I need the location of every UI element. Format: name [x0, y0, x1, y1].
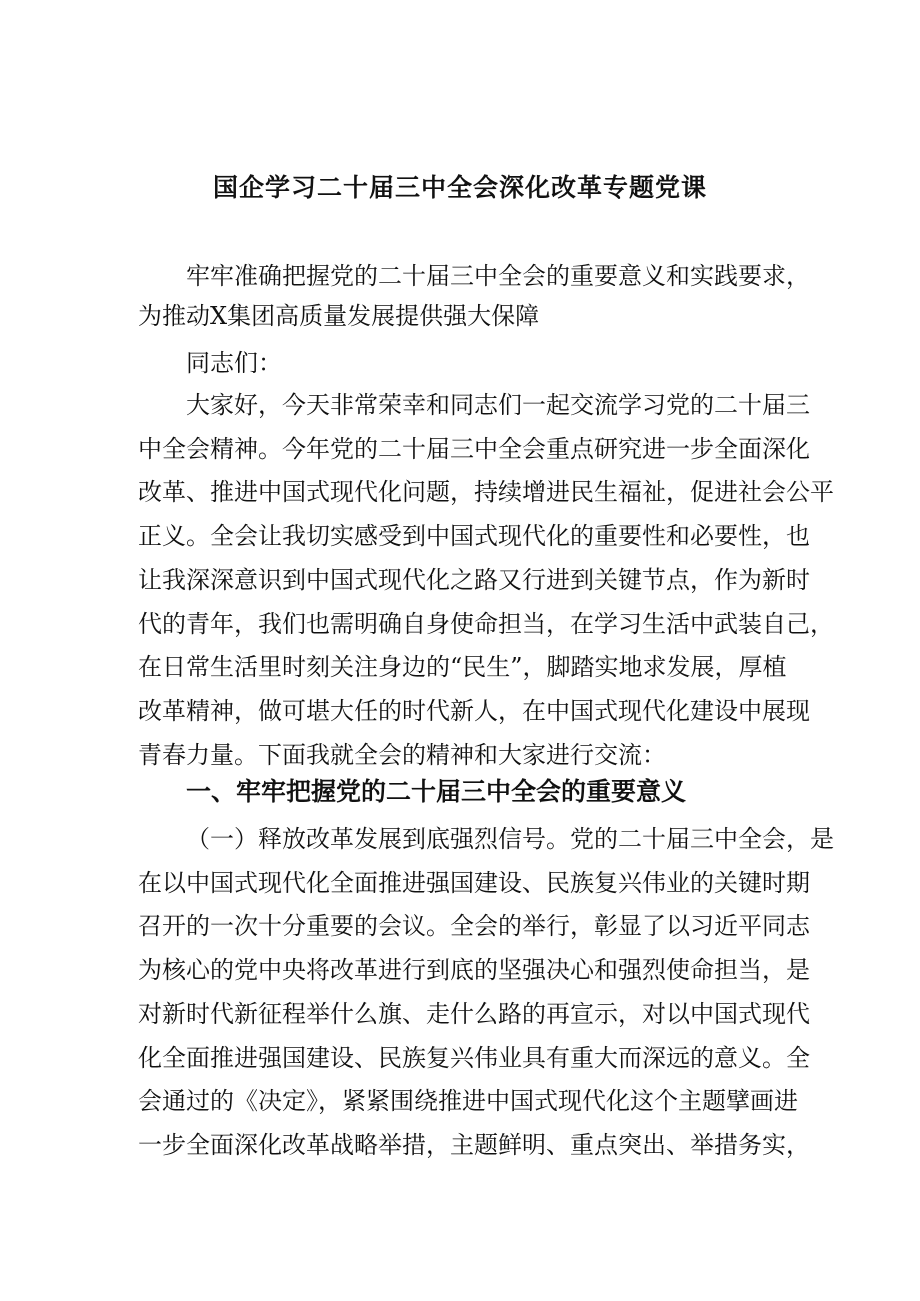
paragraph-line: 改革精神，做可堪大任的时代新人，在中国式现代化建设中展现	[138, 696, 810, 725]
paragraph-line: 化全面推进强国建设、民族复兴伟业具有重大而深远的意义。全	[138, 1043, 810, 1072]
paragraph-line: 一步全面深化改革战略举措，主题鲜明、重点突出、举措务实，	[138, 1130, 810, 1159]
paragraph-line: （一）释放改革发展到底强烈信号。党的二十届三中全会，是	[186, 825, 834, 853]
paragraph-line: 中全会精神。今年党的二十届三中全会重点研究进一步全面深化	[138, 434, 810, 463]
subtitle-line: 为推动X集团高质量发展提供强大保障	[138, 302, 540, 330]
paragraph-line: 在以中国式现代化全面推进强国建设、民族复兴伟业的关键时期	[138, 868, 810, 897]
paragraph-intro	[138, 384, 834, 777]
paragraph-line: 正义。全会让我切实感受到中国式现代化的重要性和必要性，也	[138, 522, 810, 551]
section-heading-1: 一、牢牢把握党的二十届三中全会的重要意义	[186, 777, 687, 806]
paragraph-line: 召开的一次十分重要的会议。全会的举行，彰显了以习近平同志	[138, 912, 810, 941]
paragraph-line: 为核心的党中央将改革进行到底的坚强决心和强烈使命担当，是	[138, 956, 810, 985]
document-subtitle	[138, 256, 810, 336]
document-title: 国企学习二十届三中全会深化改革专题党课	[212, 173, 707, 202]
paragraph-line: 改革、推进中国式现代化问题，持续增进民生福祉，促进社会公平	[138, 478, 834, 507]
paragraph-line: 青春力量。下面我就全会的精神和大家进行交流：	[138, 740, 666, 769]
paragraph-line: 大家好，今天非常荣幸和同志们一起交流学习党的二十届三	[186, 391, 810, 419]
paragraph-line: 在日常生活里时刻关注身边的“民生”，脚踏实地求发展，厚植	[138, 653, 787, 682]
paragraph-line: 对新时代新征程举什么旗、走什么路的再宣示，对以中国式现代	[138, 999, 810, 1028]
paragraph-section-1-1	[138, 818, 834, 1168]
greeting-text: 同志们：	[186, 349, 282, 377]
paragraph-line: 让我深深意识到中国式现代化之路又行进到关键节点，作为新时	[138, 565, 810, 594]
paragraph-line: 会通过的《决定》，紧紧围绕推进中国式现代化这个主题擘画进	[138, 1087, 798, 1116]
paragraph-line: 代的青年，我们也需明确自身使命担当，在学习生活中武装自己，	[138, 609, 834, 638]
greeting	[138, 342, 790, 386]
subtitle-line: 牢牢准确把握党的二十届三中全会的重要意义和实践要求，	[186, 262, 810, 290]
